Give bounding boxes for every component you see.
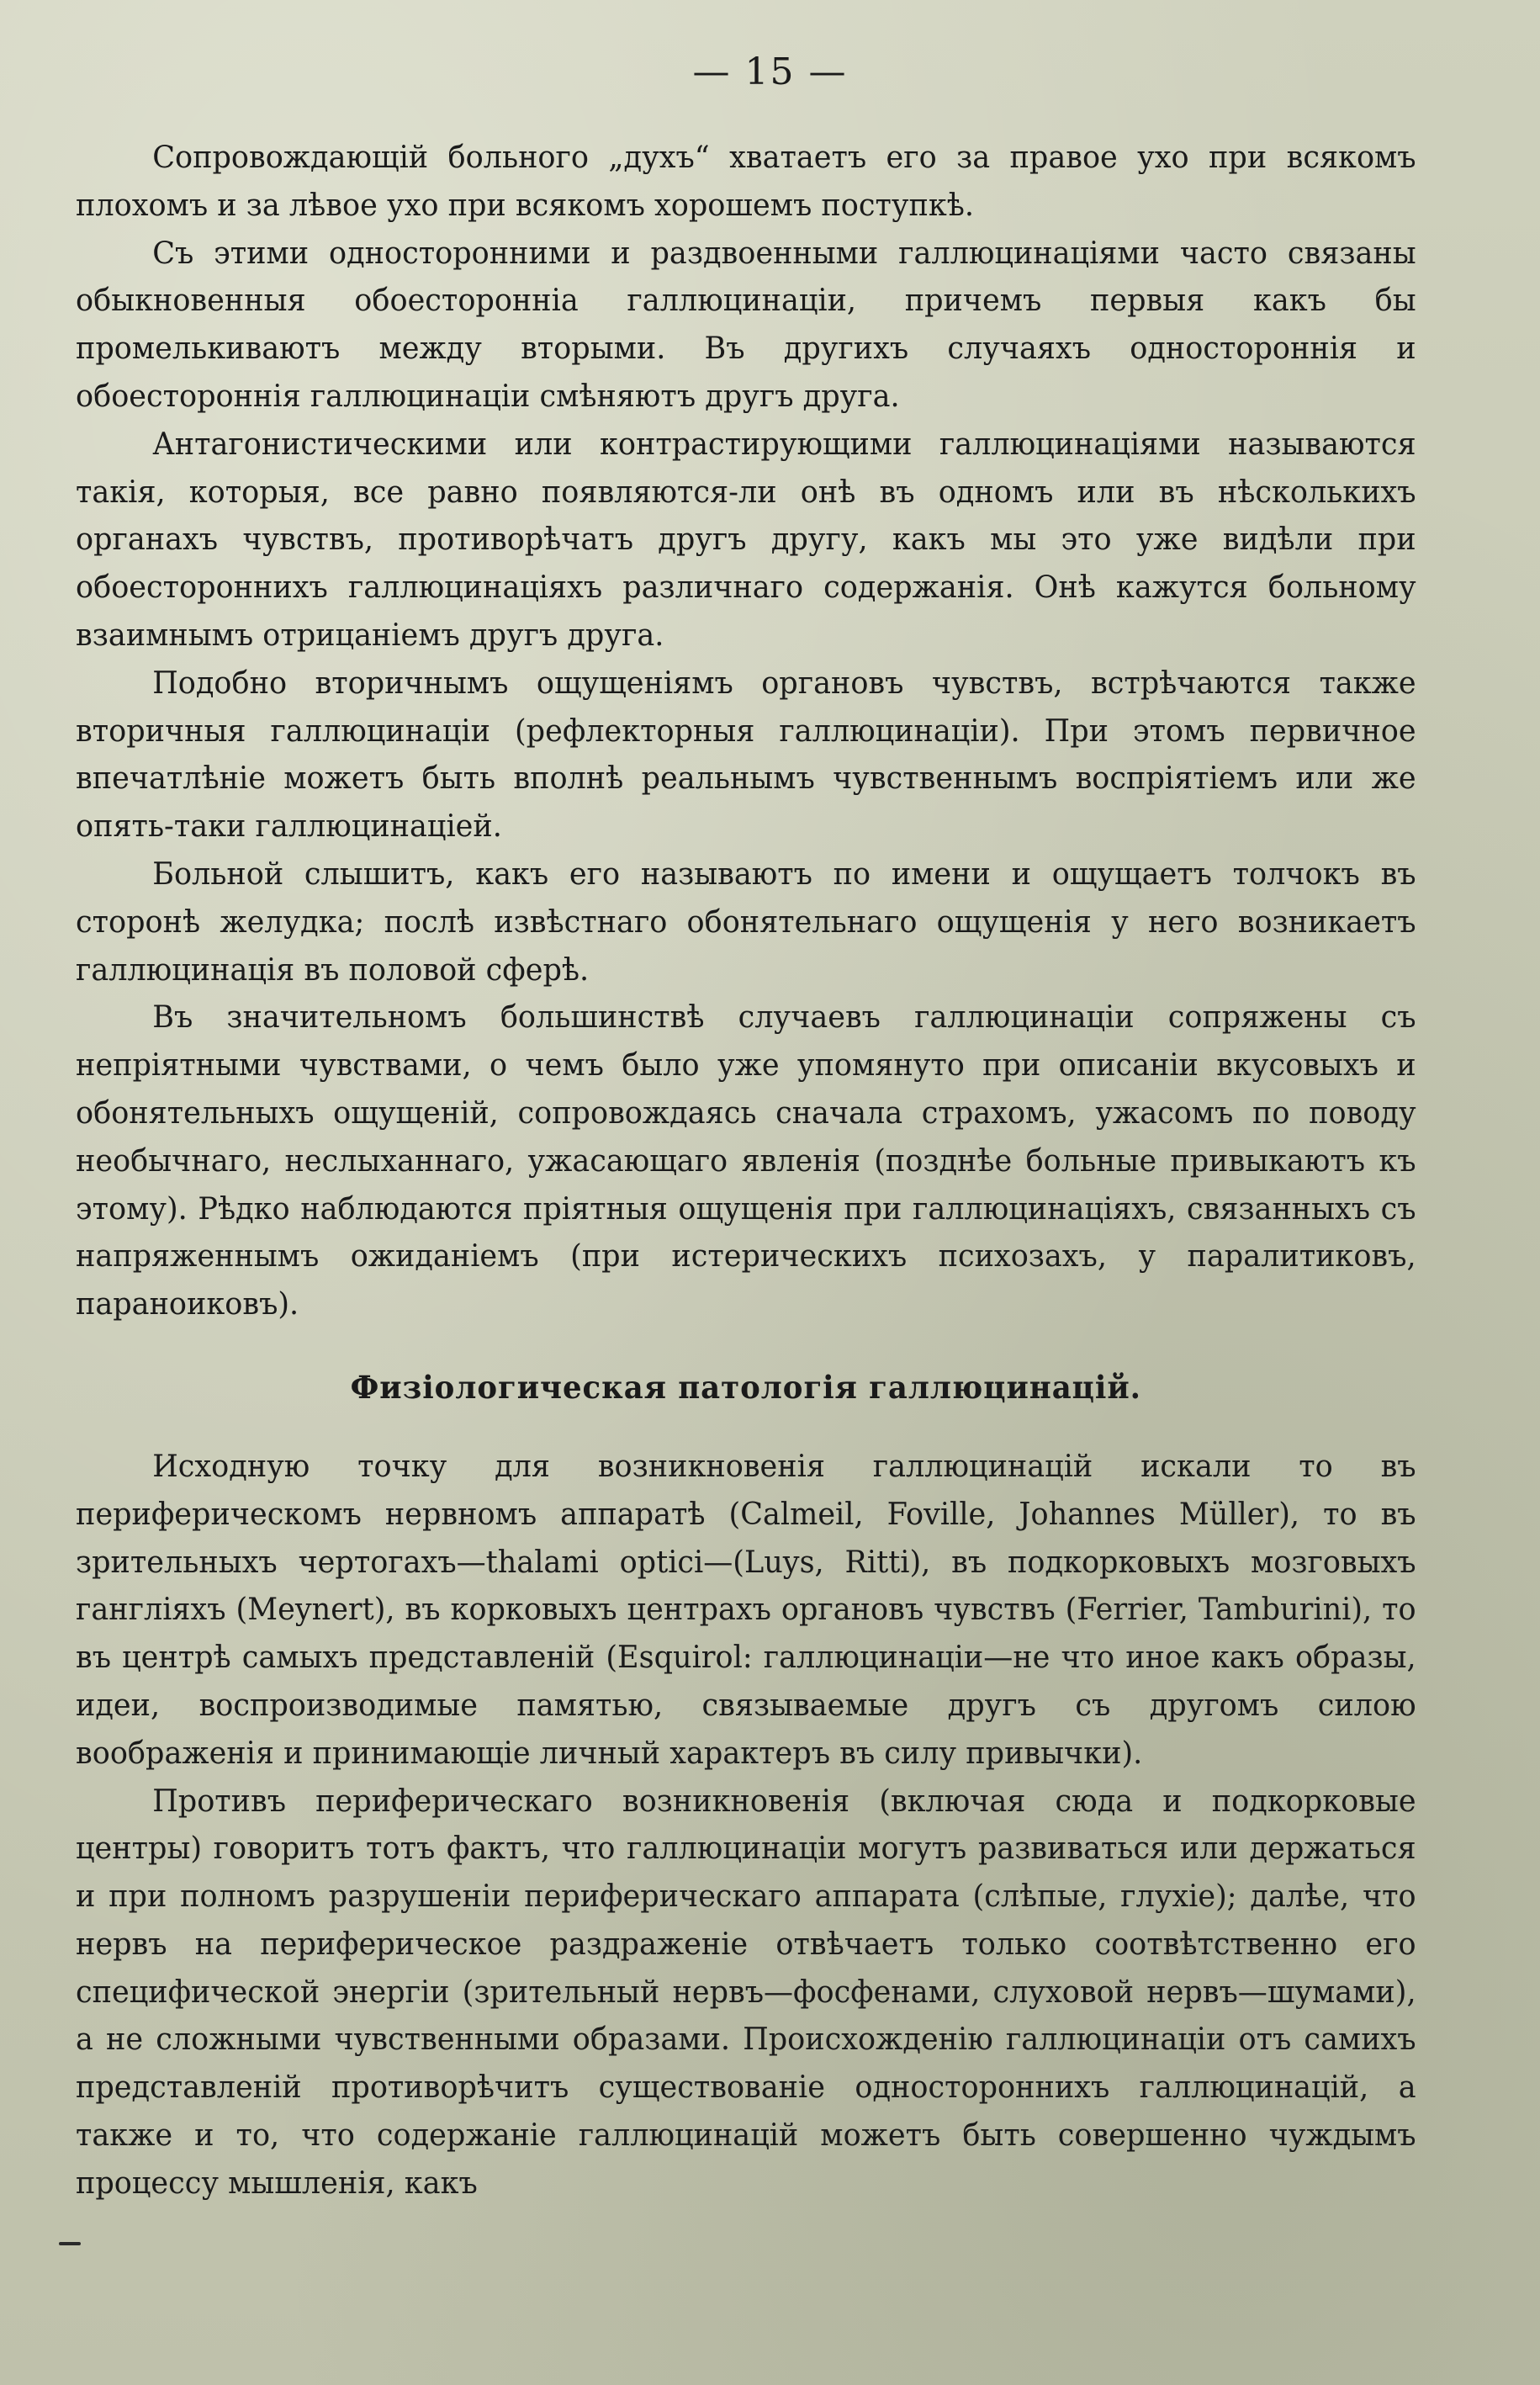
paragraph: Съ этими односторонними и раздвоенными галлюцинаціями часто связаны обыкновенныя обоесторонніа галлюцинаціи, причемъ первыя какъ бы промелькиваютъ между вторыми. Въ другихъ случаяхъ одностороннія и обоестороннія галлюцинаціи смѣняютъ другъ друга. xyxy=(76,234,1416,414)
paragraph: Антагонистическими или контрастирующими галлюцинаціями называются такія, которыя, все равно появляются-ли онѣ въ одномъ или въ нѣсколькихъ органахъ чувствъ, противорѣчатъ другъ другу, какъ мы это уже видѣли при обоестороннихъ галлюцинаціяхъ различнаго содержанія. Онѣ кажутся больному взаимнымъ отрицаніемъ другъ друга. xyxy=(76,425,1416,653)
paragraph: Противъ периферическаго возникновенія (включая сюда и подкорковые центры) говоритъ тотъ фактъ, что галлюцинаціи могутъ развиваться или держаться и при полномъ разрушеніи периферическаго аппарата (слѣпые, глухіе); далѣе, что нервъ на периферическое раздраженіе отвѣчаетъ только соотвѣтственно его специфической энергіи (зрительный нервъ—фосфенами, слуховой нервъ—шумами), а не сложными чувственными образами. Происхожденію галлюцинаціи отъ самихъ представленій противорѣчитъ существованіе одностороннихъ галлюцинацій, а также и то, что содержаніе галлюцинацій можетъ быть совершенно чуждымъ процессу мышленія, какъ xyxy=(76,1782,1416,2201)
paragraph: Подобно вторичнымъ ощущеніямъ органовъ чувствъ, встрѣчаются также вторичныя галлюцинаціи (рефлекторныя галлюцинаціи). При этомъ первичное впечатлѣніе можетъ быть вполнѣ реальнымъ чувственнымъ воспріятіемъ или же опять-таки галлюцинаціей. xyxy=(76,664,1416,845)
section-heading: Физіологическая патологія галлюцинацій. xyxy=(350,1368,1141,1406)
page-body xyxy=(76,134,1416,2207)
ink-mark xyxy=(59,2242,81,2245)
page-number: — 15 — xyxy=(692,50,848,93)
paragraph: Исходную точку для возникновенія галлюцинацій искали то въ периферическомъ нервномъ аппаратѣ (Calmeil, Foville, Johannes Müller), то въ зрительныхъ чертогахъ—thalami optici—(Luys, Ritti), въ подкорковыхъ мозговыхъ гангліяхъ (Meynert), въ корковыхъ центрахъ органовъ чувствъ (Ferrier, Tamburini), то въ центрѣ самыхъ представленій (Esquirol: галлюцинаціи—не что иное какъ образы, идеи, воспроизводимые памятью, связываемые другъ съ другомъ силою воображенія и принимающіе личный характеръ въ силу привычки). xyxy=(76,1447,1416,1771)
paragraph: Больной слышитъ, какъ его называютъ по имени и ощущаетъ толчокъ въ сторонѣ желудка; послѣ извѣстнаго обонятельнаго ощущенія у него возникаетъ галлюцинація въ половой сферѣ. xyxy=(76,855,1416,988)
paragraph: Сопровождающій больного „духъ“ хватаетъ его за правое ухо при всякомъ плохомъ и за лѣвое ухо при всякомъ хорошемъ поступкѣ. xyxy=(76,139,1416,223)
paragraph: Въ значительномъ большинствѣ случаевъ галлюцинаціи сопряжены съ непріятными чувствами, о чемъ было уже упомянуто при описаніи вкусовыхъ и обонятельныхъ ощущеній, сопровождаясь сначала страхомъ, ужасомъ по поводу необычнаго, неслыханнаго, ужасающаго явленія (позднѣе больные привыкаютъ къ этому). Рѣдко наблюдаются пріятныя ощущенія при галлюцинаціяхъ, связанныхъ съ напряженнымъ ожиданіемъ (при истерическихъ психозахъ, у паралитиковъ, параноиковъ). xyxy=(76,999,1416,1322)
